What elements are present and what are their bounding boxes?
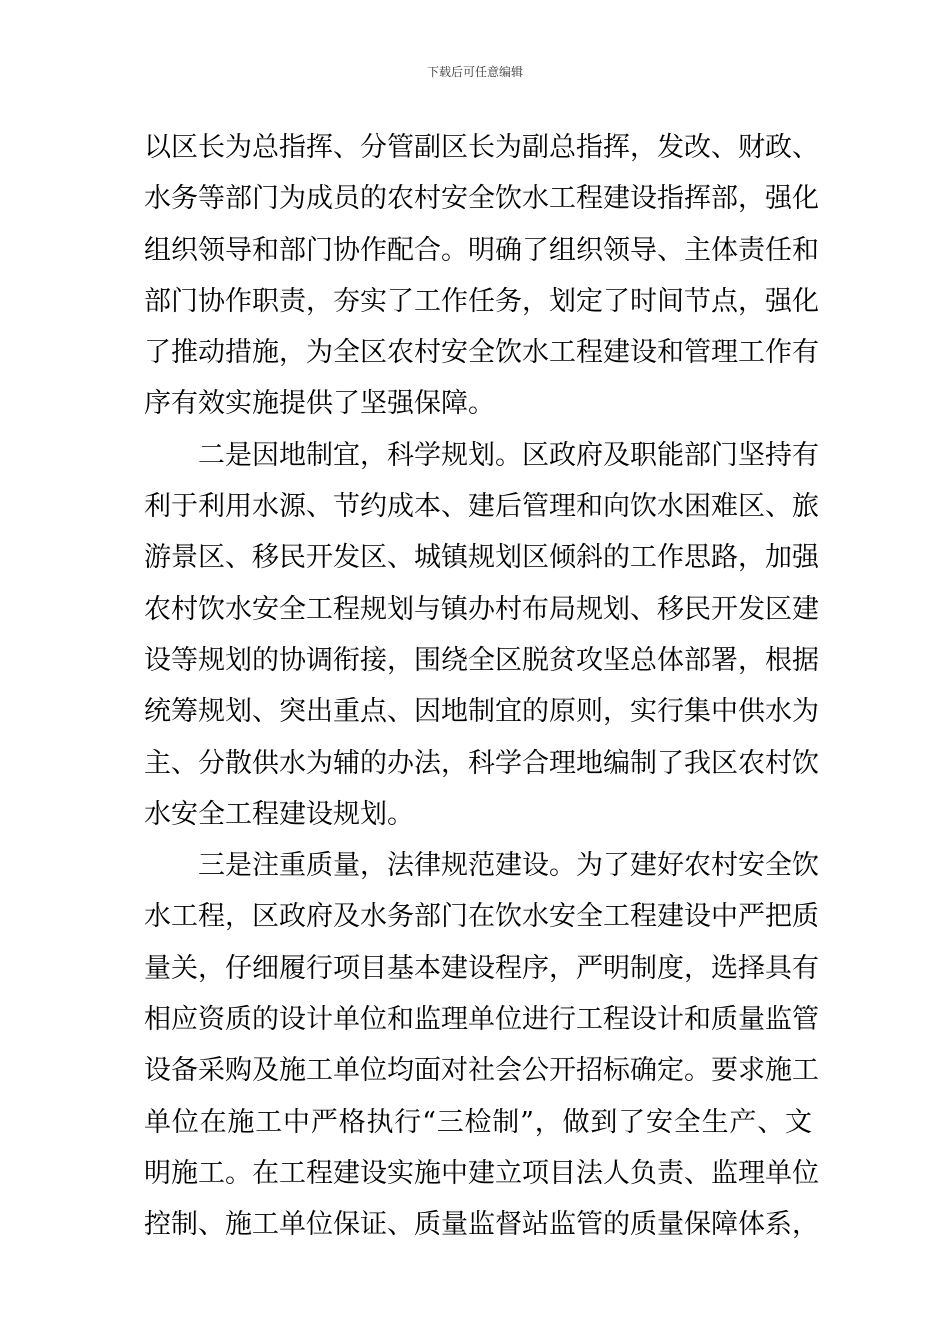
paragraph-1-line-6: 序有效实施提供了坚强保障。 bbox=[144, 388, 495, 420]
paragraph-2-line-5: 设等规划的协调衔接，围绕全区脱贫攻坚总体部署，根据 bbox=[144, 644, 819, 676]
paragraph-2-line-3: 游景区、移民开发区、城镇规划区倾斜的工作思路，加强 bbox=[144, 542, 819, 574]
paragraph-1-line-3: 组织领导和部门协作配合。明确了组织领导、主体责任和 bbox=[144, 234, 819, 266]
paragraph-3-line-2: 水工程，区政府及水务部门在饮水安全工程建设中严把质 bbox=[144, 901, 819, 933]
paragraph-3-line-1: 三是注重质量，法律规范建设。为了建好农村安全饮 bbox=[198, 850, 819, 882]
paragraph-2-line-2: 利于利用水源、节约成本、建后管理和向饮水困难区、旅 bbox=[144, 491, 819, 523]
paragraph-1-line-5: 了推动措施，为全区农村安全饮水工程建设和管理工作有 bbox=[144, 337, 819, 369]
paragraph-2-line-8: 水安全工程建设规划。 bbox=[144, 798, 414, 830]
paragraph-1-line-1: 以区长为总指挥、分管副区长为副总指挥，发改、财政、 bbox=[144, 132, 819, 163]
body-text bbox=[144, 122, 819, 1251]
paragraph-2-line-4: 农村饮水安全工程规划与镇办村布局规划、移民开发区建 bbox=[144, 593, 819, 625]
paragraph-3-line-5: 设备采购及施工单位均面对社会公开招标确定。要求施工 bbox=[144, 1055, 819, 1087]
paragraph-1-line-4: 部门协作职责，夯实了工作任务，划定了时间节点，强化 bbox=[144, 285, 819, 317]
paragraph-3-line-6: 单位在施工中严格执行“三检制”，做到了安全生产、文 bbox=[144, 1106, 812, 1138]
paragraph-2-line-7: 主、分散供水为辅的办法，科学合理地编制了我区农村饮 bbox=[144, 747, 819, 779]
paragraph-3-line-4: 相应资质的设计单位和监理单位进行工程设计和质量监管 bbox=[144, 1004, 819, 1036]
paragraph-2-line-1: 二是因地制宜，科学规划。区政府及职能部门坚持有 bbox=[198, 439, 819, 471]
paragraph-3-line-8: 控制、施工单位保证、质量监督站监管的质量保障体系， bbox=[144, 1209, 819, 1241]
paragraph-2-line-6: 统筹规划、突出重点、因地制宜的原则，实行集中供水为 bbox=[144, 696, 819, 728]
paragraph-1-line-2: 水务等部门为成员的农村安全饮水工程建设指挥部，强化 bbox=[144, 183, 819, 215]
header-note: 下载后可任意编辑 bbox=[426, 65, 523, 79]
paragraph-3-line-3: 量关，仔细履行项目基本建设程序，严明制度，选择具有 bbox=[144, 952, 819, 984]
paragraph-3-line-7: 明施工。在工程建设实施中建立项目法人负责、监理单位 bbox=[144, 1157, 819, 1189]
